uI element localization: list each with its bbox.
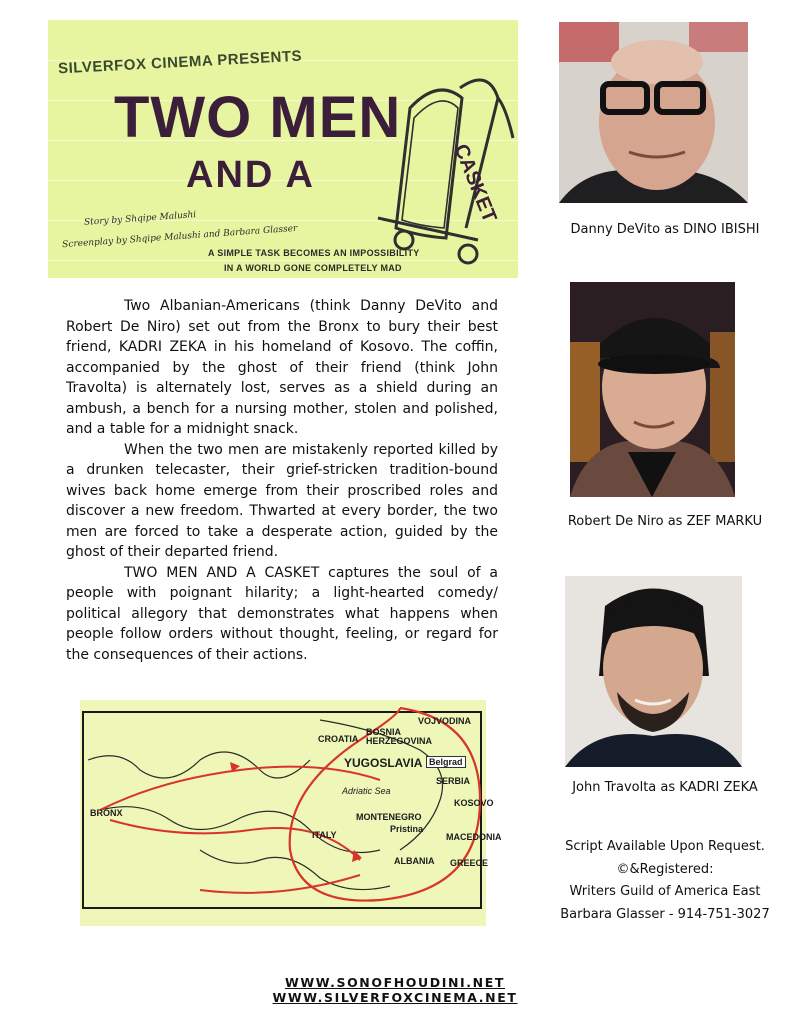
map-label: Pristina [390, 824, 424, 834]
map-label: SERBIA [436, 776, 471, 786]
cast-caption: Robert De Niro as ZEF MARKU [567, 514, 763, 529]
map-label: Belgrad [426, 756, 466, 768]
map-label: GREECE [450, 858, 489, 868]
contact-line: Writers Guild of America East [569, 884, 761, 899]
portrait-image [570, 282, 735, 497]
map-label: ALBANIA [394, 856, 435, 866]
map-label: BOSNIA HERZEGOVINA [366, 727, 433, 746]
poster-screenplay-credit: Screenplay by Shqipe Malushi and Barbara Glasser [61, 223, 298, 251]
map-label: MACEDONIA [446, 832, 502, 842]
map-label: MONTENEGRO [356, 812, 422, 822]
contact-info [530, 836, 800, 926]
synopsis [66, 296, 498, 665]
synopsis-paragraph: When the two men are mistakenly reported killed by a drunken telecaster, their grief-stricken tradition-bound wives back home emerge from their proscribed roles and discover a new freedom. Thwarted at every border, the two men are forced to take a desperate action, guided by the ghost of their departed friend. [66, 441, 498, 560]
contact-line: Script Available Upon Request. [565, 839, 765, 854]
poster-story-credit: Story by Shqipe Malushi [83, 210, 197, 228]
map-label: CROATIA [318, 734, 359, 744]
poster-casket-word: CASKET [449, 141, 501, 226]
poster-presents: SILVERFOX CINEMA PRESENTS [57, 47, 303, 78]
poster-title-line1: TWO MEN [114, 85, 402, 150]
route-map [80, 700, 502, 926]
contact-line: ©&Registered: [616, 861, 714, 877]
poster-title-line2: AND A [186, 154, 315, 196]
cast-photo-travolta [565, 576, 742, 767]
website-link-silverfoxcinema[interactable]: WWW.SILVERFOXCINEMA.NET [272, 990, 518, 1005]
cast-photo-deniro [570, 282, 735, 497]
synopsis-paragraph: Two Albanian-Americans (think Danny DeVito and Robert De Niro) set out from the Bronx to bury their best friend, KADRI ZEKA in his homeland of Kosovo. The coffin, accompanied by the ghost of their friend (think John Travolta) is alternately lost, serves as a shield during an ambush, a bench for a nursing mother, stolen and polished, and a table for a midnight snack. [66, 298, 498, 437]
website-link-sonofhoudini[interactable]: WWW.SONOFHOUDINI.NET [284, 975, 505, 990]
portrait-image [565, 576, 742, 767]
contact-line: Barbara Glasser - 914-751-3027 [560, 906, 770, 922]
map-label: VOJVODINA [418, 716, 472, 726]
map-label: ITALY [312, 830, 337, 840]
cast-photo-devito [559, 22, 748, 203]
map-label: KOSOVO [454, 798, 494, 808]
map-label: Adriatic Sea [342, 786, 391, 796]
map-label: BRONX [90, 808, 123, 818]
cast-caption: Danny DeVito as DINO IBISHI [570, 222, 760, 237]
poster-tagline-line2: IN A WORLD GONE COMPLETELY MAD [224, 263, 402, 273]
footer-links [0, 975, 790, 1005]
casket-cart-drawing [348, 68, 518, 268]
portrait-image [559, 22, 748, 203]
map-label: YUGOSLAVIA [344, 756, 423, 770]
poster-tagline-line1: A SIMPLE TASK BECOMES AN IMPOSSIBILITY [208, 248, 420, 258]
cast-caption: John Travolta as KADRI ZEKA [572, 780, 758, 795]
title-card-poster [48, 20, 518, 278]
synopsis-paragraph: TWO MEN AND A CASKET captures the soul of a people with poignant hilarity; a light-hearted comedy/ political allegory that demonstrates what happens when people follow orders without thought, feeling, or regard for the consequences of their actions. [66, 564, 498, 663]
